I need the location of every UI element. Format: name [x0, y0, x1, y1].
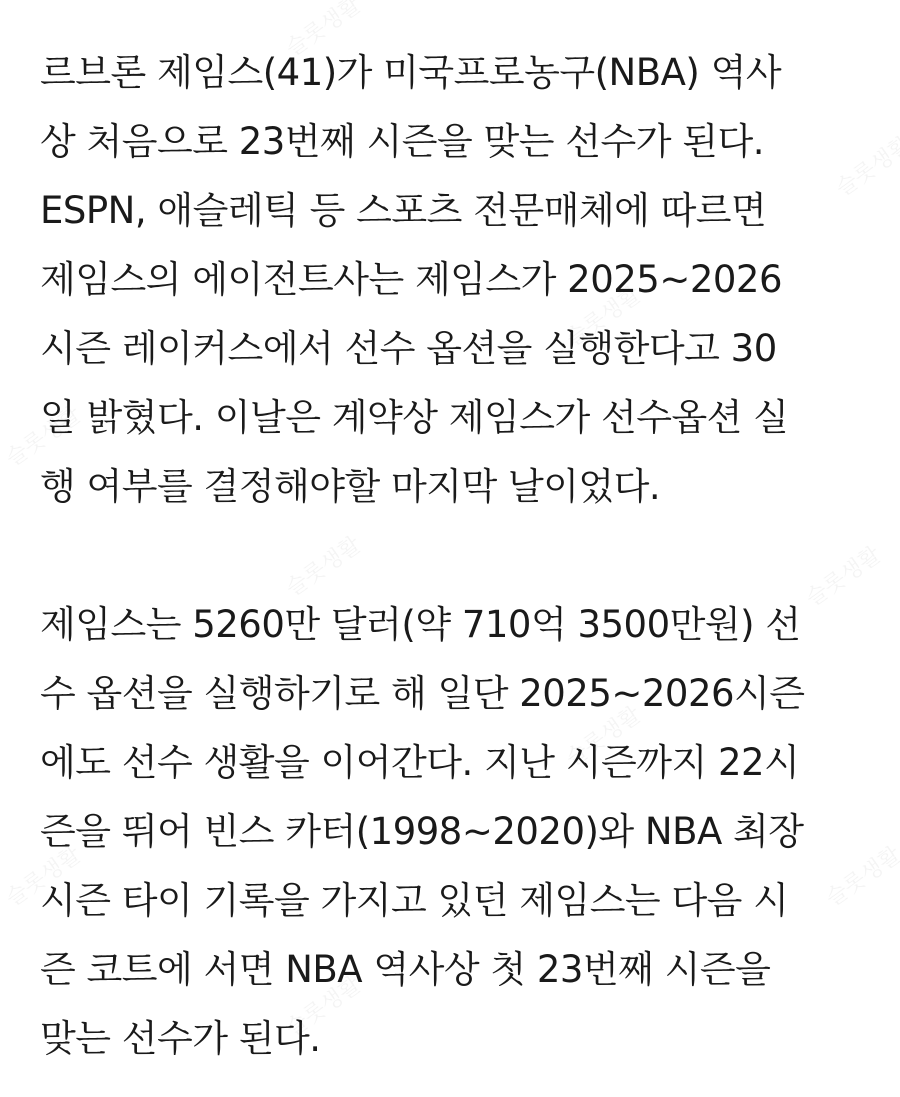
article-body [40, 38, 880, 1073]
text-line: 즌을 뛰어 빈스 카터(1998~2020)와 NBA 최장 [40, 810, 804, 853]
paragraph-1 [40, 38, 880, 521]
text-line: 시즌 타이 기록을 가지고 있던 제임스는 다음 시 [40, 879, 789, 922]
text-line: 수 옵션을 실행하기로 해 일단 2025~2026시즌 [40, 672, 805, 715]
text-line: 상 처음으로 23번째 시즌을 맞는 선수가 된다. [40, 120, 765, 163]
text-line: 맞는 선수가 된다. [40, 1017, 321, 1060]
text-line: 르브론 제임스(41)가 미국프로농구(NBA) 역사 [40, 51, 782, 94]
text-line: 에도 선수 생활을 이어간다. 지난 시즌까지 22시 [40, 741, 800, 784]
text-line: 제임스의 에이전트사는 제임스가 2025~2026 [40, 258, 782, 301]
text-line: 제임스는 5260만 달러(약 710억 3500만원) 선 [40, 603, 801, 646]
text-line: 즌 코트에 서면 NBA 역사상 첫 23번째 시즌을 [40, 948, 771, 991]
paragraph-gap [40, 521, 880, 590]
text-line: ESPN, 애슬레틱 등 스포츠 전문매체에 따르면 [40, 189, 767, 232]
text-line: 행 여부를 결정해야할 마지막 날이었다. [40, 465, 661, 508]
text-line: 시즌 레이커스에서 선수 옵션을 실행한다고 30 [40, 327, 777, 370]
text-line: 일 밝혔다. 이날은 계약상 제임스가 선수옵션 실 [40, 396, 789, 439]
paragraph-2 [40, 590, 880, 1073]
